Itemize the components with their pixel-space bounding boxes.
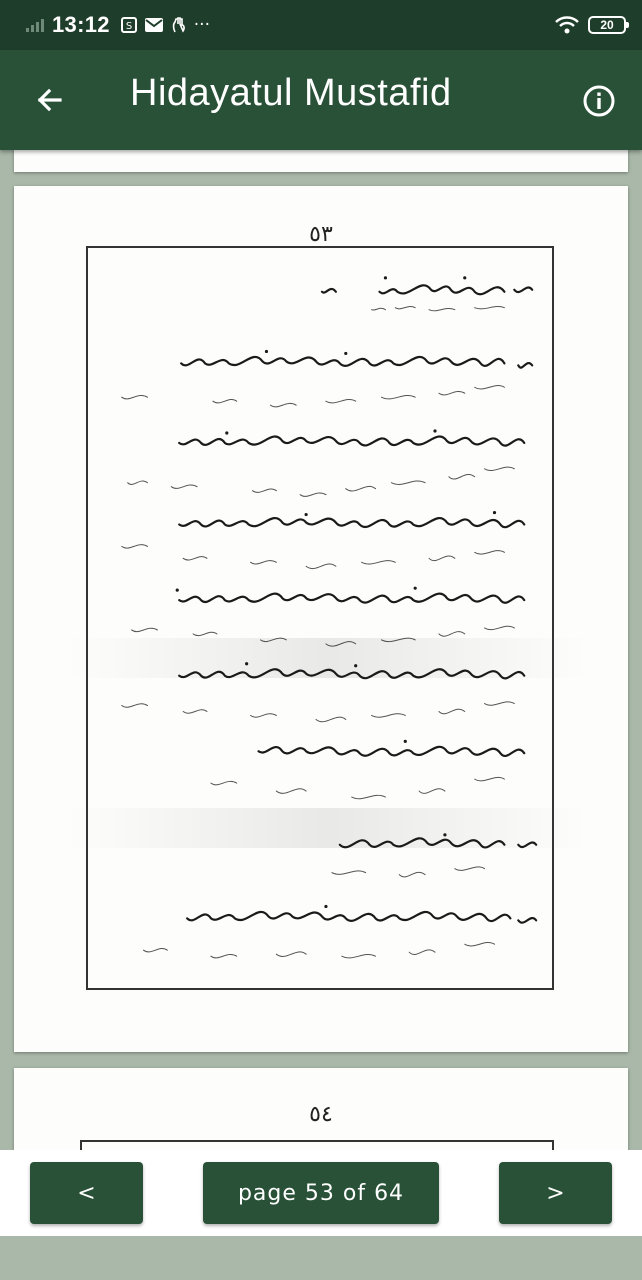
page-navigation-bar: [0, 1150, 642, 1236]
next-page-number-arabic: ٥٤: [309, 1102, 333, 1127]
svg-text:S: S: [125, 21, 132, 32]
pdf-viewer[interactable]: [0, 150, 642, 1150]
page-indicator-label: page 53 of 64: [237, 1180, 405, 1206]
page-indicator-button[interactable]: [203, 1162, 439, 1224]
app-bar: [0, 50, 642, 150]
scanned-arabic-text: [88, 248, 552, 988]
sim-icon: [120, 16, 138, 34]
scanned-text-frame: [86, 246, 554, 990]
previous-page-button[interactable]: [30, 1162, 143, 1224]
next-page-text-frame: [80, 1140, 554, 1150]
signal-icon: [26, 18, 44, 32]
info-icon[interactable]: [580, 82, 618, 120]
battery-level: 20: [600, 18, 614, 32]
hand-icon: [170, 16, 188, 34]
app-title: Hidayatul Mustafid: [130, 72, 452, 114]
next-page-scanned-text: [82, 1142, 552, 1150]
battery-icon: [588, 16, 626, 34]
previous-page-preview[interactable]: [14, 150, 628, 172]
more-notifications-icon: ···: [193, 15, 210, 35]
mail-icon: [144, 16, 164, 34]
previous-page-label: <: [77, 1180, 96, 1206]
status-time: 13:12: [52, 12, 110, 37]
back-arrow-icon[interactable]: [30, 80, 70, 120]
current-page[interactable]: [14, 186, 628, 1052]
page-number-arabic: ٥٣: [309, 222, 333, 247]
next-page-preview[interactable]: [14, 1068, 628, 1150]
system-navigation-bar: [0, 1236, 642, 1280]
next-page-button[interactable]: [499, 1162, 612, 1224]
status-bar: [0, 0, 642, 50]
next-page-label: >: [546, 1180, 565, 1206]
wifi-icon: [554, 15, 580, 35]
